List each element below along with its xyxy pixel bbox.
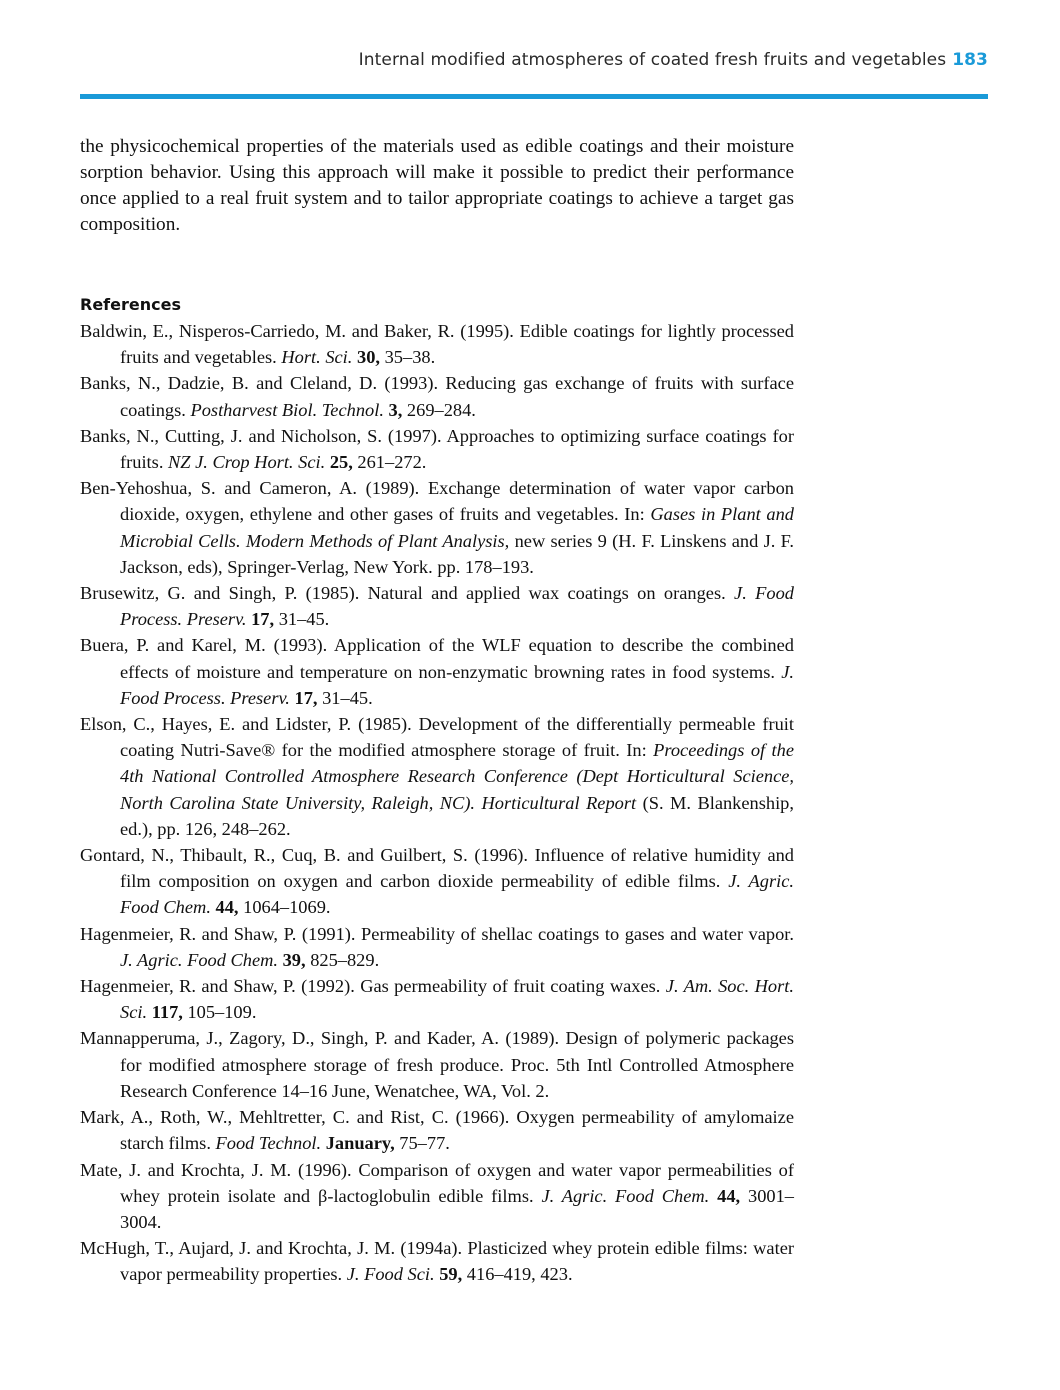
reference-item: Banks, N., Dadzie, B. and Cleland, D. (1993). Reducing gas exchange of fruits with surface coatings. Postharvest Biol. Technol. 3, 269–284. [80, 373, 794, 420]
reference-item: Buera, P. and Karel, M. (1993). Application of the WLF equation to describe the combined effects of moisture and temperature on non-enzymatic browning rates in food systems. J. Food Process. Preserv. 17, 31–45. [80, 635, 794, 708]
body-paragraph: the physicochemical properties of the materials used as edible coatings and their moisture sorption behavior. Using this approach will make it possible to predict their performance once applied to a real fruit system and to tailor appropriate coatings to achieve a target gas composition. [80, 136, 794, 235]
reference-item: Hagenmeier, R. and Shaw, P. (1992). Gas permeability of fruit coating waxes. J. Am. Soc. Hort. Sci. 117, 105–109. [80, 976, 794, 1023]
running-head [80, 50, 988, 70]
reference-item: Banks, N., Cutting, J. and Nicholson, S. (1997). Approaches to optimizing surface coatings for fruits. NZ J. Crop Hort. Sci. 25, 261–272. [80, 425, 794, 473]
header-rule [80, 94, 988, 99]
reference-item: McHugh, T., Aujard, J. and Krochta, J. M. (1994a). Plasticized whey protein edible films: water vapor permeability properties. J. Food Sci. 59, 416–419, 423. [80, 1238, 794, 1285]
reference-item: Ben-Yehoshua, S. and Cameron, A. (1989). Exchange determination of water vapor carbon dioxide, oxygen, ethylene and other gases of fruits and vegetables. In: Gases in Plant and Microbial Cells. Modern Methods of Plant Analysis, new series 9 (H. F. Linskens and J. F. Jackson, eds), Springer-Verlag, New York. pp. 178–193. [80, 478, 795, 577]
reference-list [80, 318, 794, 1288]
reference-item: Hagenmeier, R. and Shaw, P. (1991). Permeability of shellac coatings to gases and water vapor. J. Agric. Food Chem. 39, 825–829. [80, 923, 794, 970]
reference-item: Baldwin, E., Nisperos-Carriedo, M. and Baker, R. (1995). Edible coatings for lightly processed fruits and vegetables. Hort. Sci. 30, 35–38. [80, 321, 794, 368]
reference-item: Mannapperuma, J., Zagory, D., Singh, P. and Kader, A. (1989). Design of polymeric packages for modified atmosphere storage of fresh produce. Proc. 5th Intl Controlled Atmosphere Research Conference 14–16 June, Wenatchee, WA, Vol. 2. [80, 1028, 794, 1101]
references-heading: References [80, 295, 181, 314]
running-title: Internal modified atmospheres of coated fresh fruits and vegetables [358, 50, 947, 70]
reference-item: Elson, C., Hayes, E. and Lidster, P. (1985). Development of the differentially permeable fruit coating Nutri-Save® for the modified atmosphere storage of fruit. In: Proceedings of the 4th National Controlled Atmosphere Research Conference (Dept Horticultural Science, North Carolina State University, Raleigh, NC). Horticultural Report (S. M. Blankenship, ed.), pp. 126, 248–262. [80, 714, 795, 839]
reference-item: Mate, J. and Krochta, J. M. (1996). Comparison of oxygen and water vapor permeabilities of whey protein isolate and β-lactoglobulin edible films. J. Agric. Food Chem. 44, 3001–3004. [80, 1159, 794, 1232]
reference-item: Gontard, N., Thibault, R., Cuq, B. and Guilbert, S. (1996). Influence of relative humidity and film composition on oxygen and carbon dioxide permeability of edible films. J. Agric. Food Chem. 44, 1064–1069. [80, 845, 794, 918]
page-number: 183 [952, 50, 988, 70]
reference-item: Mark, A., Roth, W., Mehltretter, C. and Rist, C. (1966). Oxygen permeability of amylomaize starch films. Food Technol. January, 75–77. [80, 1107, 794, 1154]
reference-item: Brusewitz, G. and Singh, P. (1985). Natural and applied wax coatings on oranges. J. Food Process. Preserv. 17, 31–45. [80, 583, 794, 630]
